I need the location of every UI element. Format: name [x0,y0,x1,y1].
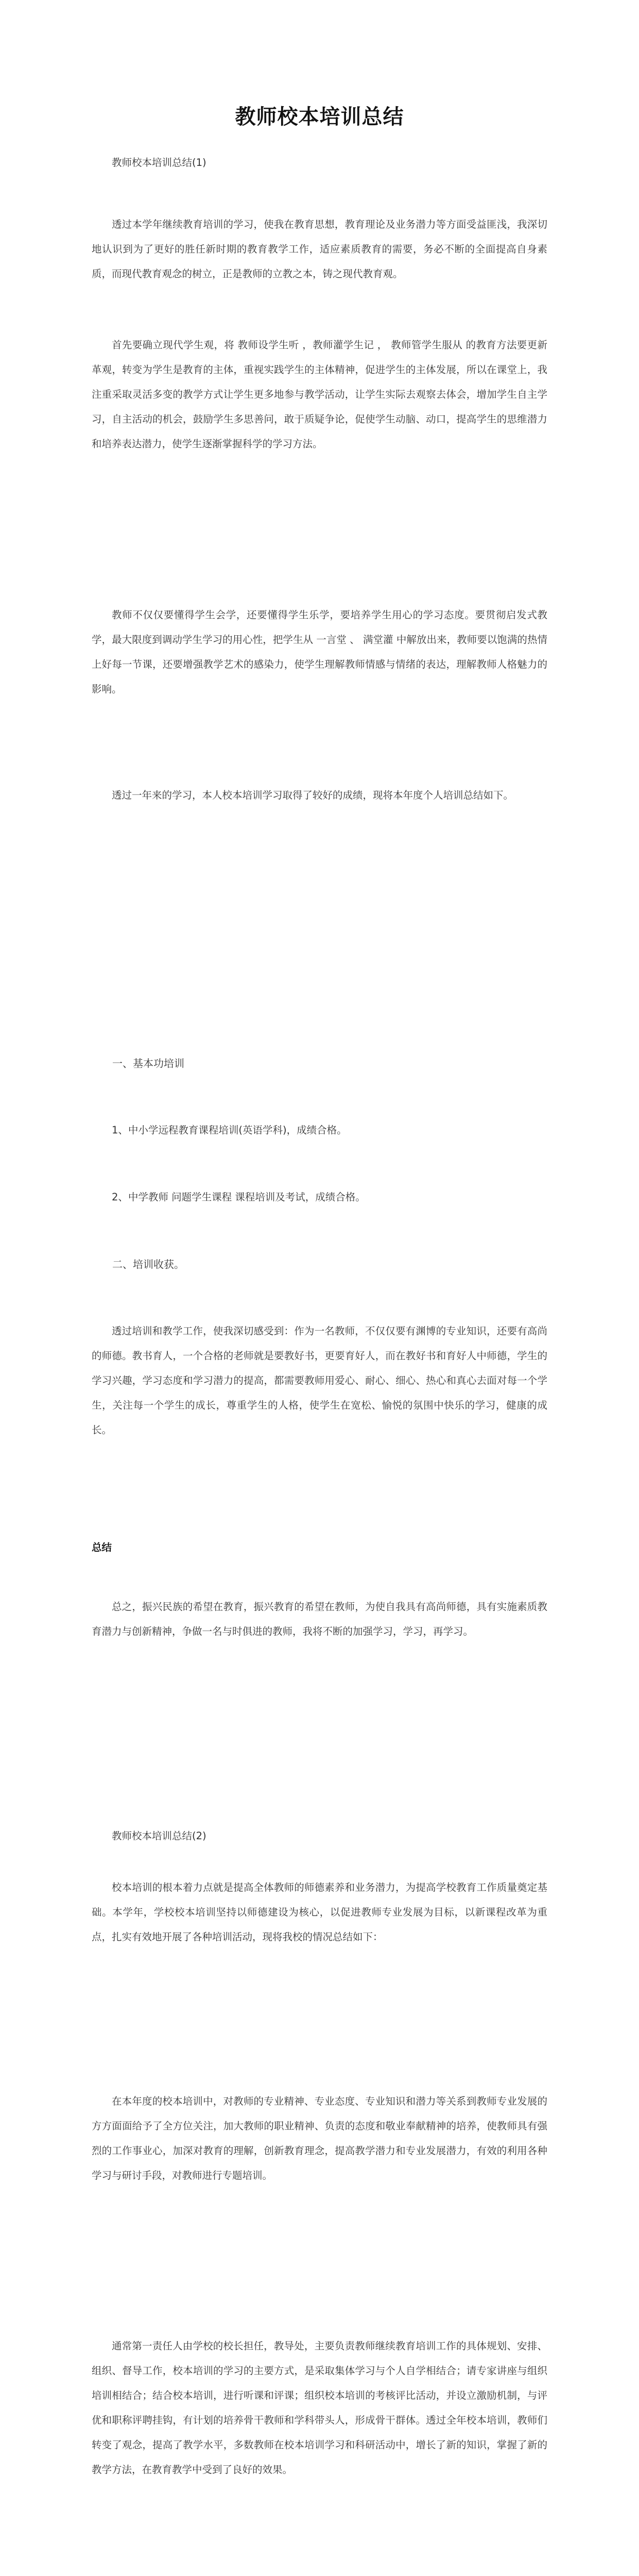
document-title: 教师校本培训总结 [235,104,404,129]
section-gains-heading: 二、培训收获。 [112,1258,184,1270]
part2-subtitle: 教师校本培训总结(2) [112,1830,206,1842]
part1-subtitle: 教师校本培训总结(1) [112,157,206,168]
part2-paragraph-1: 在本年度的校本培训中，对教师的专业精神、专业态度、专业知识和潜力等关系到教师专业发展的方方面面给予了全方位关注，加大教师的职业精神、负责的态度和敬业奉献精神的培养，使教师具有强烈的工作事业心，加深对教育的理解，创新教育理念，提高教学潜力和专业发展潜力，有效的利用各种学习与研讨手段，对教师进行专题培训。 [92,2095,547,2181]
part1-paragraph-4: 透过一年来的学习，本人校本培训学习取得了较好的成绩，现将本年度个人培训总结如下。 [112,789,514,801]
part2-intro-paragraph: 校本培训的根本着力点就是提高全体教师的师德素养和业务潜力，为提高学校教育工作质量奠定基础。本学年，学校校本培训坚持以师德建设为核心，以促进教师专业发展为目标，以新课程改革为重点，扎实有效地开展了各种培训活动，现将我校的情况总结如下： [92,1882,547,1943]
gains-paragraph: 透过培训和教学工作，使我深切感受到：作为一名教师，不仅仅要有渊博的专业知识，还要有高尚的师德。教书育人，一个合格的老师就是要教好书，更要育好人，而在教好书和育好人中师德，学生的学习兴趣，学习态度和学习潜力的提高，都需要教师用爱心、耐心、细心、热心和真心去面对每一个学生，关注每一个学生的成长，尊重学生的人格，使学生在宽松、愉悦的氛围中快乐的学习，健康的成长。 [92,1325,547,1436]
basic-training-item-2: 2、中学教师 问题学生课程 课程培训及考试，成绩合格。 [112,1191,366,1203]
part1-paragraph-3: 教师不仅仅要懂得学生会学，还要懂得学生乐学，要培养学生用心的学习态度。要贯彻启发式教学，最大限度到调动学生学习的用心性，把学生从 一言堂 、 满堂灌 中解放出来，教师要以饱满的热情上好每一节课，还要增强教学艺术的感染力，使学生理解教师情感与情绪的表达，理解教师人格魅力的影响。 [92,609,547,695]
gains-emphasis: 总结 [92,1541,112,1553]
part1-closing-paragraph: 总之，振兴民族的希望在教育，振兴教育的希望在教师，为使自我具有高尚师德，具有实施素质教育潜力与创新精神，争做一名与时俱进的教师，我将不断的加强学习，学习，再学习。 [92,1601,547,1637]
part2-paragraph-2: 通常第一责任人由学校的校长担任，教导处，主要负责教师继续教育培训工作的具体规划、安排、组织、督导工作，校本培训的学习的主要方式，是采取集体学习与个人自学相结合；请专家讲座与组织培训相结合；结合校本培训，进行听课和评课；组织校本培训的考核评比活动，并设立激励机制，与评优和职称评聘挂钩，有计划的培养骨干教师和学科带头人，形成骨干群体。透过全年校本培训，教师们转变了观念，提高了教学水平，多数教师在校本培训学习和科研活动中，增长了新的知识，掌握了新的教学方法，在教育教学中受到了良好的效果。 [92,2340,547,2476]
basic-training-item-1: 1、中小学远程教育课程培训(英语学科)，成绩合格。 [112,1124,347,1136]
part1-paragraph-2: 首先要确立现代学生观，将 教师设学生听 ，教师灌学生记 ， 教师管学生服从 的教育方法要更新革观，转变为学生是教育的主体，重视实践学生的主体精神，促进学生的主体发展，所以在课堂上，我注重采取灵活多变的教学方式让学生更多地参与教学活动，让学生实际去观察去体会，增加学生自主学习，自主活动的机会，鼓励学生多思善问，敢于质疑争论，促使学生动脑、动口，提高学生的思维潜力和培养表达潜力，使学生逐渐掌握科学的学习方法。 [92,339,547,450]
section-basic-training-heading: 一、基本功培训 [112,1057,184,1070]
part1-paragraph-1: 透过本学年继续教育培训的学习，使我在教育思想，教育理论及业务潜力等方面受益匪浅，我深切地认识到为了更好的胜任新时期的教育教学工作，适应素质教育的需要，务必不断的全面提高自身素质，而现代教育观念的树立，正是教师的立教之本，铸之现代教育观。 [92,218,547,280]
